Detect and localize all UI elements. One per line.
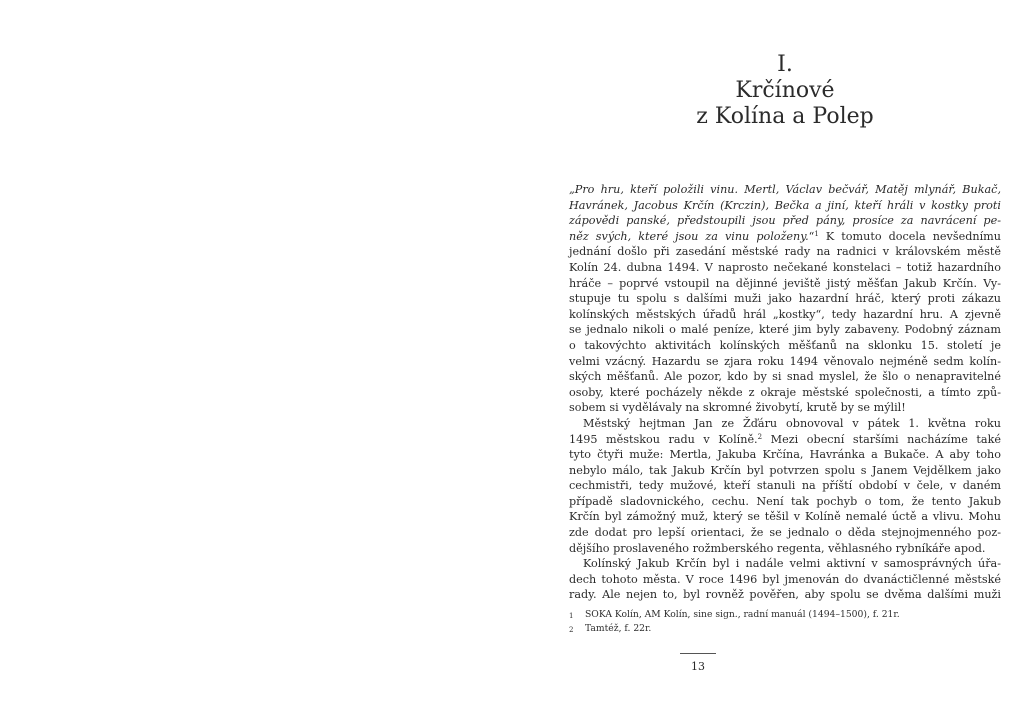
chapter-title-line1: Krčínové	[735, 78, 835, 103]
text-segment: Krčín byl zámožný muž, který se těšil v Kolíně nemalé úctě a vlivu. Mohu	[569, 510, 1001, 524]
text-line	[569, 525, 1001, 541]
text-line	[569, 369, 1001, 385]
text-line	[569, 447, 1001, 463]
text-segment: kolínských městských úřadů hrál „kostky“, tedy hazardní hru. A zjevně	[569, 307, 1001, 321]
footnote-number: 2	[569, 625, 574, 634]
footnote-text: Tamtéž, f. 22r.	[585, 622, 652, 634]
text-segment: sobem si vydělávaly na skromné živobytí, krutě by se mýlil!	[569, 401, 906, 415]
text-segment: velmi vzácný. Hazardu se zjara roku 1494 věnovalo nejméně sedm kolín-	[569, 354, 1001, 368]
body-text	[569, 182, 1001, 603]
footnote	[569, 609, 1001, 623]
text-line	[569, 276, 1001, 292]
text-line	[569, 338, 1001, 354]
text-line	[569, 463, 1001, 479]
text-line	[569, 354, 1001, 370]
text-segment: K tomuto docela nevšednímu	[818, 229, 1001, 243]
text-segment: o takovýchto aktivitách kolínských měšťanů na sklonku 15. století je	[569, 338, 1001, 352]
text-line	[569, 229, 1001, 245]
text-line	[569, 260, 1001, 276]
text-line	[569, 322, 1001, 338]
right-page	[512, 0, 1024, 724]
chapter-heading	[569, 52, 1001, 130]
text-segment: “	[808, 229, 815, 243]
quoted-text: „Pro hru, kteří položili vinu. Mertl, Václav bečvář, Matěj mlynář, Bukač,	[569, 183, 1001, 196]
text-segment: hráče – poprvé vstoupil na dějinné jeviště jistý měšťan Jakub Krčín. Vy-	[569, 276, 1001, 290]
footnote-reference: 2	[757, 432, 763, 441]
text-segment: dech tohoto města. V roce 1496 byl jmenován do dvanáctičlenné městské	[569, 572, 1001, 586]
footnote-number: 1	[569, 612, 574, 620]
footnotes	[569, 609, 1001, 636]
text-line	[569, 385, 1001, 401]
text-segment: ských měšťanů. Ale pozor, kdo by si snad myslel, že šlo o nenapravitelné	[569, 370, 1001, 384]
text-line	[569, 400, 1001, 416]
footnote-reference: 1	[814, 229, 819, 238]
text-line	[569, 587, 1001, 603]
text-segment: Kolín 24. dubna 1494. V naprosto nečekané konstelaci – totiž hazardního	[569, 260, 1001, 274]
text-segment: Mezi obecní staršími nacházíme také	[762, 432, 1001, 446]
quoted-text: Havránek, Jacobus Krčín (Krczin), Bečka a jiní, kteří hráli v kostky proti	[569, 198, 1001, 212]
text-line	[569, 432, 1001, 448]
chapter-title-line2: z Kolína a Polep	[696, 104, 874, 129]
text-line	[569, 198, 1001, 214]
text-segment: nebylo málo, tak Jakub Krčín byl potvrzen spolu s Janem Vejdělkem jako	[569, 463, 1001, 477]
text-segment: Kolínský Jakub Krčín byl i nadále velmi aktivní v samosprávných úřa-	[583, 557, 1001, 571]
quoted-text: něz svých, které jsou za vinu položeny.	[569, 229, 809, 243]
text-segment: osoby, které pocházely někde z okraje městské společnosti, a tímto způ-	[569, 385, 1001, 399]
text-line	[569, 213, 1001, 229]
text-line	[569, 307, 1001, 323]
text-line	[569, 541, 1001, 557]
text-segment: případě sladovnického, cechu. Není tak pochyb o tom, že tento Jakub	[569, 494, 1001, 508]
text-line	[569, 494, 1001, 510]
text-line	[569, 244, 1001, 260]
text-segment: rady. Ale nejen to, byl rovněž pověřen, aby spolu se dvěma dalšími muži	[569, 588, 1001, 602]
folio-rule	[680, 653, 716, 654]
text-segment: se jednalo nikoli o malé peníze, které jim byly zabaveny. Podobný záznam	[569, 323, 1001, 337]
text-segment: stupuje tu spolu s dalšími muži jako hazardní hráč, který proti zákazu	[569, 292, 1001, 306]
text-segment: Městský hejtman Jan ze Žďáru obnovoval v pátek 1. května roku	[583, 416, 1001, 430]
footnote-text: SOKA Kolín, AM Kolín, sine sign., radní manuál (1494–1500), f. 21r.	[585, 609, 900, 620]
text-segment: jednání došlo při zasedání městské rady na radnici v královském městě	[569, 245, 1001, 259]
text-line	[569, 556, 1001, 572]
text-line	[569, 509, 1001, 525]
text-line	[569, 291, 1001, 307]
text-segment: zde dodat pro lepší orientaci, že se jednalo o děda stejnojmenného poz-	[569, 526, 1001, 540]
text-line	[569, 416, 1001, 432]
text-segment: cechmistři, tedy mužové, kteří stanuli na příští období v čele, v daném	[569, 479, 1001, 493]
text-line	[569, 572, 1001, 588]
chapter-number: I.	[777, 52, 793, 77]
text-segment: dějšího proslaveného rožmberského regenta, věhlasného rybníkáře apod.	[569, 541, 986, 555]
text-line	[569, 478, 1001, 494]
text-segment: 1495 městskou radu v Kolíně.	[569, 432, 758, 446]
text-line	[569, 182, 1001, 198]
text-segment: tyto čtyři muže: Mertla, Jakuba Krčína, Havránka a Bukače. A aby toho	[569, 448, 1001, 462]
page-number: 13	[691, 660, 705, 673]
quoted-text: zápovědi panské, předstoupili jsou před pány, prosíce za navrácení pe-	[569, 214, 1001, 228]
footnote	[569, 623, 1001, 637]
